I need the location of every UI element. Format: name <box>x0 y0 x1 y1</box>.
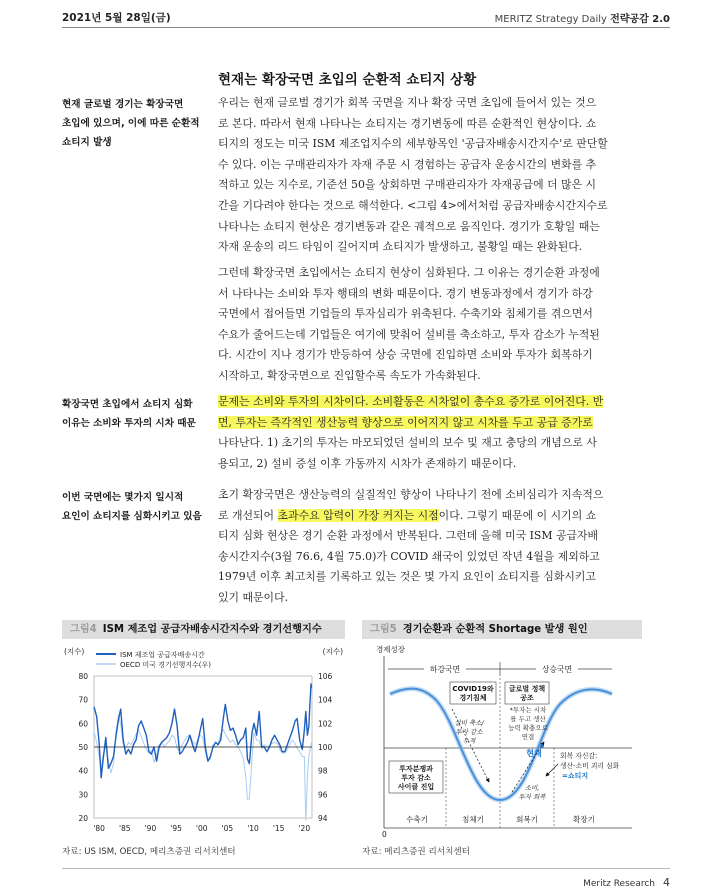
y-tick-right: 94 <box>318 814 328 823</box>
down-arrow-note: 누적 <box>462 737 476 745</box>
highlight: 면, 투자는 즉각적인 생산능력 향상으로 이어지지 않고 시차를 두고 공급 증가로 <box>218 415 593 429</box>
x-tick: '95 <box>170 824 182 833</box>
text-line: 송시간지수(3월 76.6, 4월 75.0)가 COVID 쇄국이 있었던 작년 4월을 제외하고 <box>218 549 600 563</box>
x-tick: '10 <box>247 824 259 833</box>
footer-brand: Meritz Research <box>583 879 655 889</box>
y-tick-right: 100 <box>318 743 333 752</box>
publication-name: MERITZ Strategy Daily <box>494 14 607 25</box>
side-line: 이번 국면에는 몇가지 일시적 <box>62 492 184 503</box>
text-line: 서 나타나는 소비와 투자 행태의 변화 때문이다. 경기 변동과정에서 경기가 하강 <box>218 286 593 300</box>
y-tick-left: 70 <box>78 695 88 705</box>
text-line: 1979년 이후 최고치를 기록하고 있는 것은 몇 가지 요인이 쇼티지를 심화시키고 <box>218 570 596 584</box>
section-name: 전략공감 2.0 <box>610 14 670 25</box>
x-tick: '20 <box>298 824 311 833</box>
y-tick-left: 60 <box>78 719 88 729</box>
right-axis-unit: (지수) <box>322 647 343 656</box>
paragraph-3 <box>218 392 641 474</box>
header-publication <box>495 10 670 25</box>
y-tick-right: 104 <box>318 695 333 705</box>
phase-label-down: 하강국면 <box>429 665 461 674</box>
text-line: 용되고, 2) 설비 증설 이후 가동까지 시차가 존재하기 때문이다. <box>218 456 517 470</box>
up-arrow-note: 투자 회복 <box>518 793 546 801</box>
y-tick-right: 106 <box>318 672 333 681</box>
header-rule <box>62 27 670 28</box>
x-tick: '85 <box>118 824 131 833</box>
x-tick: '80 <box>93 824 105 833</box>
down-arrow-note: 설비 축소/ <box>454 719 484 727</box>
text-line <box>218 392 641 413</box>
text-line: 수 있다. 이는 구매관리자가 자재 주문 시 경험하는 공급자 운송시간의 변화를 추 <box>218 157 597 171</box>
text-line: 티지의 정도는 미국 ISM 제조업지수의 세부항목인 '공급자배송시간지수'로 판단할 <box>218 137 608 151</box>
side-line: 현재 글로벌 경기는 확장국면 <box>62 99 184 110</box>
text-line: 자재 운송의 리드 타임이 길어지며 쇼티지가 발생하고, 불황일 때는 완화된다. <box>218 240 583 254</box>
series-ism-line <box>94 684 312 778</box>
text-line: 수요가 줄어드는데 기업들은 여기에 맞춰어 설비를 축소하고, 투자 감소가 누적된 <box>218 327 600 341</box>
right-note: 생산-소비 괴리 심화 <box>560 762 620 770</box>
policy-note: 를 두고 생산 <box>510 715 546 723</box>
shortage-label: =쇼티지 <box>562 772 589 780</box>
figure4-label: 그림4 <box>70 624 97 635</box>
y-tick-left: 30 <box>78 790 88 800</box>
y-tick-right: 96 <box>318 790 328 800</box>
side-line: 쇼티지 발생 <box>62 137 112 148</box>
phase-label-up: 상승국면 <box>541 665 573 674</box>
footer <box>583 876 670 889</box>
text-line: 적하고 있는 지수로, 기준선 50을 상회하면 구매관리자가 자재공급에 더 많은 시 <box>218 178 597 192</box>
highlight: 문제는 소비와 투자의 시차이다. 소비활동은 시차없이 총수요 증가로 이어진다. 반 <box>218 395 604 408</box>
x-tick: '00 <box>195 824 208 833</box>
investment-text: 사이클 진입 <box>397 783 435 791</box>
figure5-label: 그림5 <box>370 624 397 635</box>
text-line: 다. 시간이 지나 경기가 반등하여 상승 국면에 진입하면 소비와 투자가 회복하기 <box>218 348 593 362</box>
sidebar-note-2 <box>62 395 202 433</box>
figure5-title-text: 경기순환과 순환적 Shortage 발생 원인 <box>402 624 588 635</box>
sidebar-note-1 <box>62 95 202 152</box>
covid-text: COVID19와 <box>452 685 494 693</box>
side-line: 확장국면 초입에서 쇼티지 심화 <box>62 399 193 410</box>
origin-label: 0 <box>382 830 387 839</box>
down-arrow-note: 투자 감소 <box>455 728 483 736</box>
legend-label: ISM 제조업 공급자배송시간 <box>120 651 205 659</box>
header-date: 2021년 5월 28일(금) <box>62 12 171 24</box>
side-line: 이유는 소비와 투자의 시차 때문 <box>62 418 196 429</box>
text-line: 간을 기다려야 한다는 것으로 해석한다. <그림 4>에서처럼 공급자배송시간지수로 <box>218 198 608 212</box>
axis-label: 경제성장 <box>376 645 405 654</box>
text-line: 티지 심화 현상은 경기 순환 과정에서 반복된다. 그런데 올해 미국 ISM 공급자배 <box>218 529 599 543</box>
text-line: 국면에서 접어들면 기업들의 투자심리가 위축된다. 수축기와 침체기를 겪으면서 <box>218 307 593 321</box>
current-label: 현재 <box>526 749 542 758</box>
series-oecd-line <box>94 715 312 820</box>
phase-bottom-label: 수축기 <box>406 815 428 824</box>
investment-text: 투자 감소 <box>401 774 431 782</box>
y-tick-left: 50 <box>78 743 88 752</box>
phase-bottom-label: 침체기 <box>462 815 484 824</box>
side-line: 초입에 있으며, 이에 따른 순환적 <box>62 118 200 129</box>
phase-bottom-label: 확장기 <box>573 815 595 824</box>
up-arrow-note: 소비, <box>524 784 540 792</box>
y-tick-right: 98 <box>318 766 328 776</box>
paragraph-2 <box>218 263 641 387</box>
sidebar-note-3 <box>62 488 202 526</box>
figure5-source: 자료: 메리츠증권 리서치센터 <box>362 847 470 857</box>
figure4-title <box>62 620 345 639</box>
x-tick: '90 <box>144 824 157 833</box>
figure5-title <box>362 620 642 639</box>
figure5-title-bar <box>362 620 642 639</box>
policy-note: *투자는 시차 <box>509 706 547 714</box>
policy-text: 글로벌 정책 <box>508 685 546 693</box>
note-arrow <box>546 764 558 776</box>
page-number: 4 <box>663 876 670 889</box>
text-line: 시작하고, 확장국면으로 진입할수록 속도가 가속화된다. <box>218 368 481 382</box>
text-line <box>218 413 641 434</box>
text-line: 로 본다. 따라서 현재 나타나는 쇼티지는 경기변동에 따른 순환적인 현상이다. 쇼 <box>218 116 597 130</box>
policy-note: 능력 확충으로 <box>508 724 548 732</box>
footer-rule <box>62 868 670 869</box>
text-line: 나타나는 쇼티지 현상은 경기변동과 같은 궤적으로 움직인다. 경기가 호황일 때는 <box>218 219 600 233</box>
text-line: 초기 확장국면은 생산능력의 실질적인 향상이 나타나기 전에 소비심리가 지속적으 <box>218 488 604 501</box>
paragraph-1 <box>218 93 641 258</box>
figure4-source: 자료: US ISM, OECD, 메리츠증권 리서치센터 <box>62 847 236 857</box>
figure4-title-bar <box>62 620 345 639</box>
y-tick-left: 80 <box>78 672 88 681</box>
x-tick: '15 <box>272 824 285 833</box>
side-line: 요인이 쇼티지를 심화시키고 있음 <box>62 511 202 522</box>
phase-bottom-label: 회복기 <box>516 815 538 824</box>
paragraph-4 <box>218 485 641 609</box>
covid-text: 경기침체 <box>459 694 487 702</box>
text-line: 나타난다. 1) 초기의 투자는 마모되었던 설비의 보수 및 재고 충당의 개념으로 사 <box>218 436 597 450</box>
y-tick-left: 20 <box>78 814 88 823</box>
x-tick: '05 <box>221 824 234 833</box>
figure5-diagram <box>362 642 642 842</box>
text-line: 우리는 현재 글로벌 경기가 회복 국면을 지나 확장 국면 초입에 들어서 있는 것으 <box>218 96 597 109</box>
current-dot <box>540 744 544 748</box>
text-line: 로 개선되어 초과수요 압력이 가장 커지는 시점이다. 그렇기 때문에 이 시기의 쇼 <box>218 508 597 522</box>
right-note: 회복 자신감: <box>560 752 598 760</box>
policy-note: 연결 <box>521 733 535 741</box>
policy-text: 공조 <box>520 694 534 702</box>
highlight: 초과수요 압력이 가장 커지는 시점 <box>277 508 439 522</box>
text-line: 있기 때문이다. <box>218 590 289 604</box>
legend-label: OECD 미국 경기선행지수(우) <box>120 661 211 669</box>
text-line: 그런데 확장국면 초입에서는 쇼티지 현상이 심화된다. 그 이유는 경기순환 과정에 <box>218 266 600 279</box>
section-title: 현재는 확장국면 초입의 순환적 쇼티지 상황 <box>218 72 477 88</box>
y-tick-left: 40 <box>78 766 88 776</box>
y-tick-right: 102 <box>318 719 333 729</box>
investment-text: 투자분쟁과 <box>399 765 433 773</box>
figure4-title-text: ISM 제조업 공급자배송시간지수와 경기선행지수 <box>102 624 322 635</box>
left-axis-unit: (지수) <box>64 647 85 656</box>
figure4-chart <box>62 642 345 842</box>
